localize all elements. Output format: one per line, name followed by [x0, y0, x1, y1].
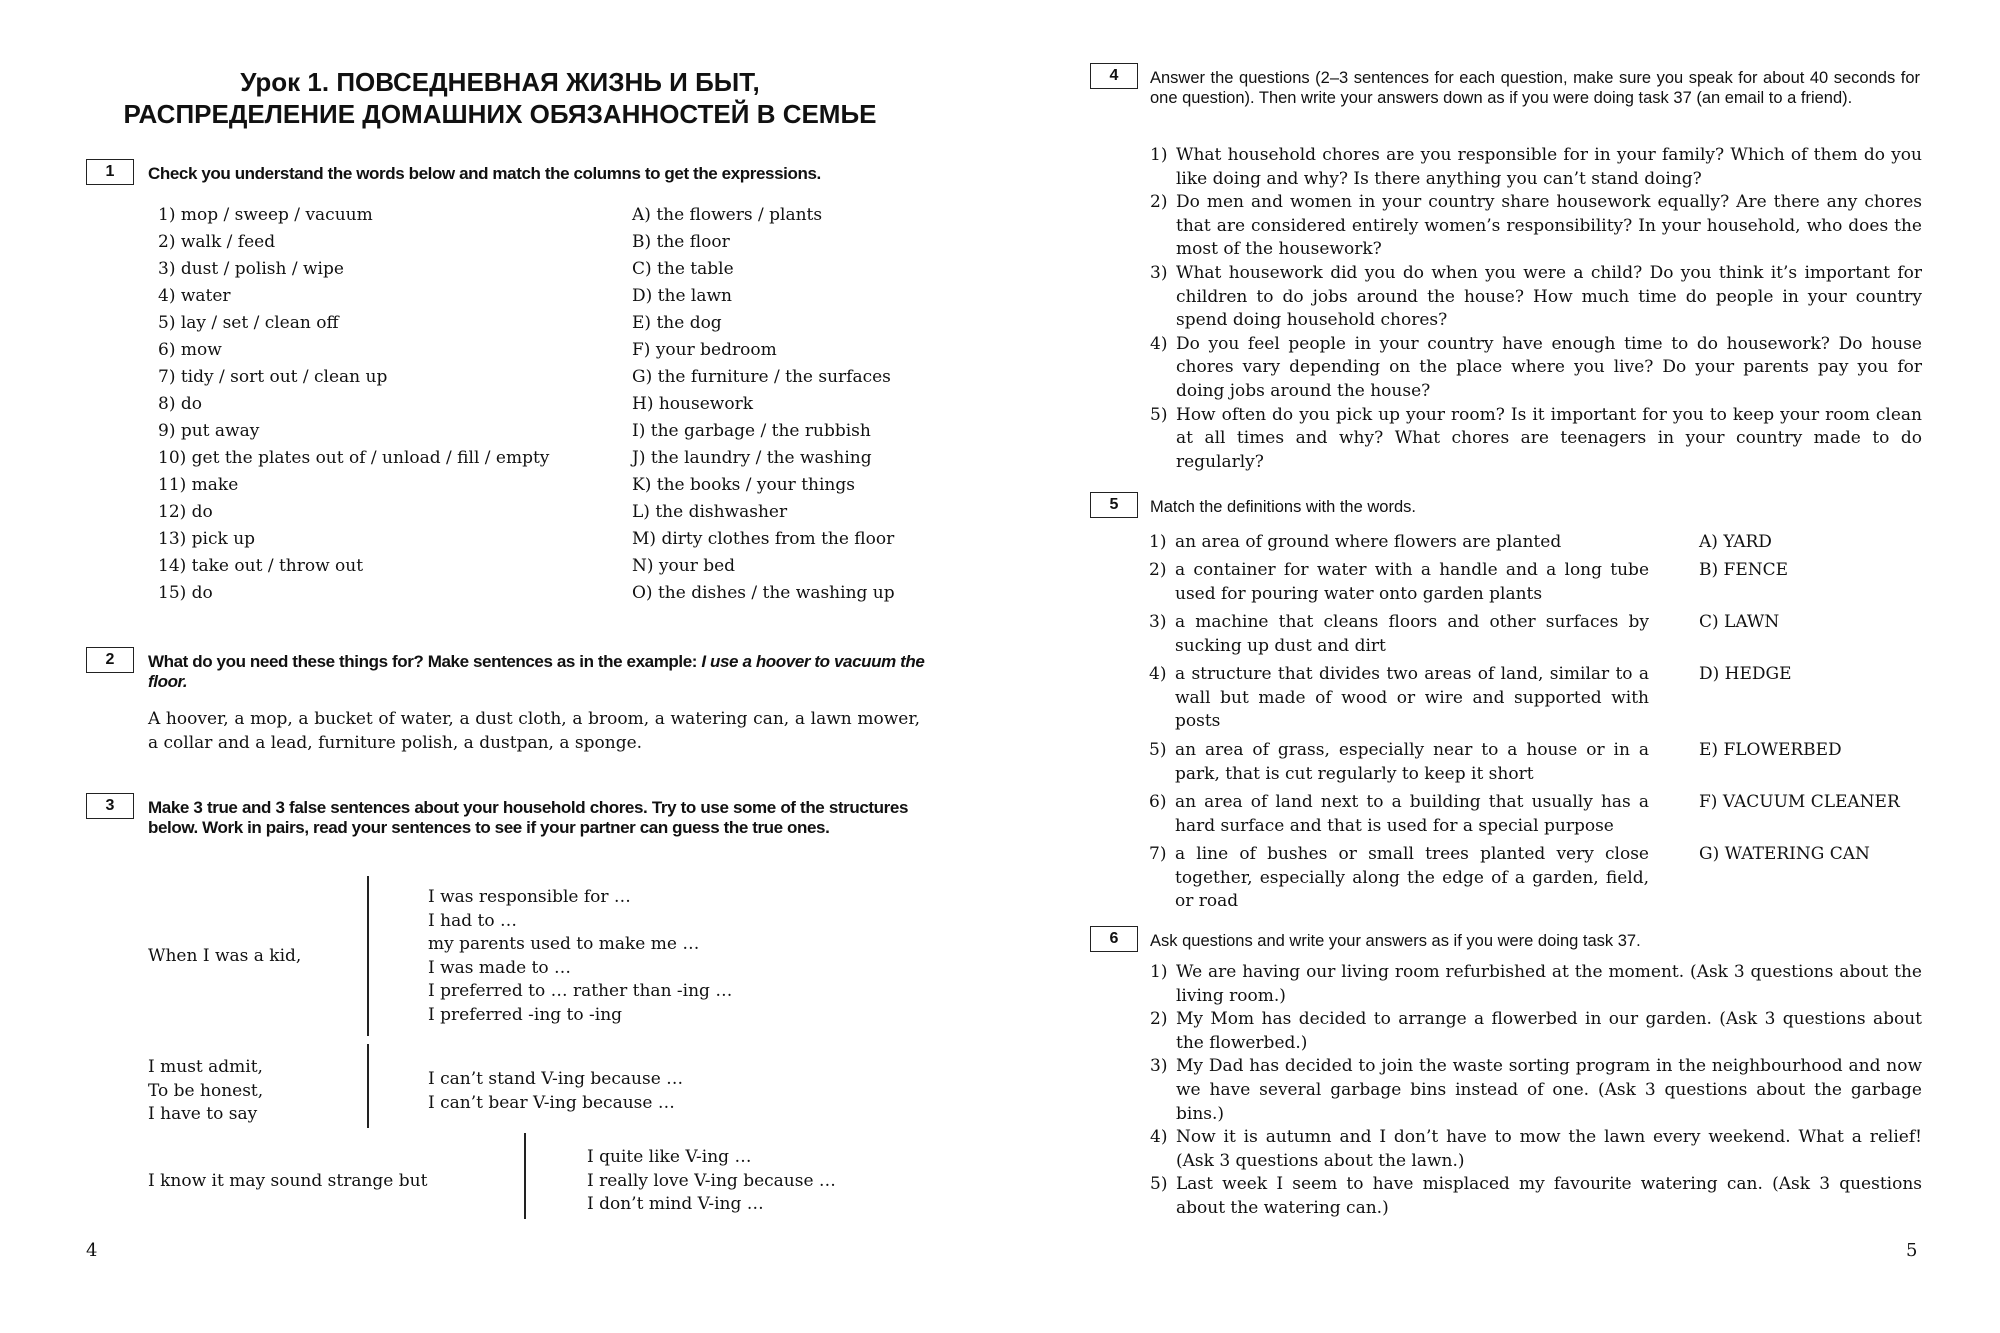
definition	[1149, 739, 1649, 786]
ex2-number-box: 2	[86, 647, 134, 673]
match-item-left: 11) make	[158, 475, 239, 495]
task-item	[1150, 1008, 1922, 1055]
match-item-left: 3) dust / polish / wipe	[158, 259, 344, 279]
item-text: How often do you pick up your room? Is it important for you to keep your room clean at all times and why? What chores are teenagers in your country made to do regularly?	[1176, 404, 1922, 472]
definition	[1149, 559, 1649, 606]
definition-text: an area of ground where flowers are planted	[1175, 532, 1562, 552]
item-text: Last week I seem to have misplaced my favourite watering can. (Ask 3 questions about the watering can.)	[1176, 1174, 1922, 1218]
word-option: C) LAWN	[1699, 612, 1780, 632]
definition	[1149, 531, 1649, 555]
item-text: Now it is autumn and I don’t have to mow the lawn every weekend. What a relief! (Ask 3 questions about the lawn.)	[1176, 1127, 1922, 1171]
match-item-right: E) the dog	[632, 313, 722, 333]
item-number: 5)	[1150, 1174, 1168, 1195]
definition-text: a line of bushes or small trees planted very close together, especially along the edge of a garden, field, or road	[1175, 844, 1649, 912]
definition-number: 1)	[1149, 532, 1167, 552]
definition-number: 4)	[1149, 664, 1167, 684]
word-option: D) HEDGE	[1699, 664, 1792, 684]
definition-number: 7)	[1149, 844, 1167, 864]
question-item	[1150, 191, 1922, 262]
ex3-group3-items	[587, 1146, 836, 1217]
word-option: B) FENCE	[1699, 560, 1789, 580]
match-item-right: G) the furniture / the surfaces	[632, 367, 891, 387]
ex2-items-text: A hoover, a mop, a bucket of water, a dust cloth, a broom, a watering can, a lawn mower, a collar and a lead, furniture polish, a dustpan, a sponge.	[148, 709, 920, 753]
item-text: My Mom has decided to arrange a flowerbed in our garden. (Ask 3 questions about the flowerbed.)	[1176, 1009, 1922, 1053]
structure-item: I preferred -ing to -ing	[428, 1004, 623, 1025]
definition-text: an area of land next to a building that usually has a hard surface and that is used for a special purpose	[1175, 792, 1649, 836]
match-item-left: 13) pick up	[158, 529, 256, 549]
ex4-questions	[1150, 144, 1922, 474]
ex2-instruction-text: What do you need these things for? Make sentences as in the example:	[148, 652, 702, 671]
item-number: 5)	[1150, 404, 1168, 425]
structure-lead: To be honest,	[148, 1080, 264, 1101]
definition-text: a machine that cleans floors and other surfaces by sucking up dust and dirt	[1175, 612, 1649, 656]
ex6-instruction: Ask questions and write your answers as if you were doing task 37.	[1150, 932, 1641, 950]
match-item-right: I) the garbage / the rubbish	[632, 421, 871, 441]
item-number: 3)	[1150, 262, 1168, 283]
item-number: 2)	[1150, 1009, 1168, 1030]
match-item-right: H) housework	[632, 394, 753, 414]
structure-lead: I must admit,	[148, 1057, 263, 1077]
match-item-right: N) your bed	[632, 556, 736, 576]
structure-item: I preferred to … rather than -ing …	[428, 981, 733, 1002]
ex2-example: I use a hoover to vacuum the floor.	[148, 652, 925, 691]
structure-item: I was responsible for …	[428, 887, 631, 907]
item-number: 3)	[1150, 1056, 1168, 1077]
match-item-left: 7) tidy / sort out / clean up	[158, 367, 388, 387]
match-item-right: B) the floor	[632, 232, 730, 252]
task-item	[1150, 1126, 1922, 1173]
match-item-left: 4) water	[158, 286, 231, 306]
ex3-group3-divider	[524, 1133, 526, 1219]
item-text: Do you feel people in your country have enough time to do housework? Do house chores vary depending on the place where you live? Do your parents pay you for doing jobs around the house?	[1176, 333, 1922, 401]
ex1-number-box: 1	[86, 159, 134, 185]
item-text: My Dad has decided to join the waste sorting program in the neighbourhood and now we have several garbage bins instead of one. (Ask 3 questions about the garbage bins.)	[1176, 1056, 1922, 1124]
definition	[1149, 611, 1649, 658]
item-text: What household chores are you responsible for in your family? Which of them do you like doing and why? Is there anything you can’t stand doing?	[1176, 145, 1922, 189]
ex3-group1-lead: When I was a kid,	[148, 946, 302, 966]
page-title-line2: РАСПРЕДЕЛЕНИЕ ДОМАШНИХ ОБЯЗАННОСТЕЙ В СЕМЬЕ	[123, 99, 877, 129]
match-item-right: K) the books / your things	[632, 475, 855, 495]
ex3-group3-lead: I know it may sound strange but	[148, 1171, 428, 1191]
word-option: E) FLOWERBED	[1699, 740, 1842, 760]
match-item-left: 14) take out / throw out	[158, 556, 364, 576]
match-item-right: C) the table	[632, 259, 734, 279]
ex1-instruction: Check you understand the words below and match the columns to get the expressions.	[148, 164, 821, 183]
match-item-right: M) dirty clothes from the floor	[632, 529, 895, 549]
definition-number: 3)	[1149, 612, 1167, 632]
definition-text: a container for water with a handle and a long tube used for pouring water onto garden plants	[1175, 560, 1649, 604]
ex2-instruction	[148, 652, 928, 692]
structure-item: my parents used to make me …	[428, 934, 700, 955]
match-item-left: 9) put away	[158, 421, 260, 441]
match-item-left: 5) lay / set / clean off	[158, 313, 339, 333]
ex1-right-column	[632, 202, 895, 607]
word-option: F) VACUUM CLEANER	[1699, 792, 1900, 812]
ex3-instruction: Make 3 true and 3 false sentences about your household chores. Try to use some of the structures below. Work in pairs, read your sentences to see if your partner can guess the true ones.	[148, 798, 908, 837]
match-item-left: 1) mop / sweep / vacuum	[158, 205, 373, 225]
match-item-right: A) the flowers / plants	[632, 205, 823, 225]
match-item-left: 15) do	[158, 583, 213, 603]
ex4-instruction: Answer the questions (2–3 sentences for each question, make sure you speak for about 40 seconds for one question). Then write your answers down as if you were doing task 37 (an email to a friend).	[1150, 69, 1920, 107]
definition-text: a structure that divides two areas of land, similar to a wall but made of wood or wire and supported with posts	[1175, 664, 1649, 732]
ex3-group2-items	[428, 1068, 683, 1115]
left-page-number: 4	[86, 1240, 98, 1261]
match-item-right: L) the dishwasher	[632, 502, 788, 522]
item-text: What housework did you do when you were a child? Do you think it’s important for children to do jobs around the house? How much time do people in your country spend doing household chores?	[1176, 262, 1922, 331]
ex4-number-box: 4	[1090, 63, 1138, 89]
ex6-number-box: 6	[1090, 926, 1138, 952]
item-text: We are having our living room refurbished at the moment. (Ask 3 questions about the living room.)	[1176, 962, 1922, 1006]
match-item-right: F) your bedroom	[632, 340, 777, 360]
ex3-group1-divider	[367, 876, 369, 1036]
item-number: 4)	[1150, 1127, 1168, 1148]
definition-number: 6)	[1149, 792, 1167, 812]
ex3-number-box: 3	[86, 793, 134, 819]
ex6-items	[1150, 961, 1922, 1221]
match-item-left: 12) do	[158, 502, 213, 522]
ex5-number-box: 5	[1090, 492, 1138, 518]
definition-number: 5)	[1149, 740, 1167, 760]
ex5-instruction: Match the definitions with the words.	[1150, 498, 1416, 516]
item-number: 2)	[1150, 192, 1168, 213]
match-item-right: O) the dishes / the washing up	[632, 583, 895, 603]
structure-item: I quite like V-ing …	[587, 1147, 752, 1167]
definition	[1149, 843, 1649, 914]
question-item	[1150, 262, 1922, 333]
structure-item: I was made to …	[428, 957, 572, 978]
structure-item: I don’t mind V-ing …	[587, 1194, 764, 1215]
item-text: Do men and women in your country share housework equally? Are there any chores that are considered entirely women’s responsibility? In your household, who does the most of the housework?	[1176, 192, 1922, 260]
structure-item: I can’t stand V-ing because …	[428, 1069, 684, 1089]
match-item-left: 6) mow	[158, 340, 222, 360]
structure-lead: I have to say	[148, 1104, 258, 1125]
match-item-left: 8) do	[158, 394, 202, 414]
ex3-group1-items	[428, 886, 732, 1028]
item-number: 1)	[1150, 145, 1168, 165]
question-item	[1150, 333, 1922, 404]
word-option: G) WATERING CAN	[1699, 844, 1870, 864]
match-item-right: D) the lawn	[632, 286, 732, 306]
item-number: 1)	[1150, 962, 1168, 982]
question-item	[1150, 404, 1922, 475]
item-number: 4)	[1150, 333, 1168, 354]
task-item	[1150, 961, 1922, 1008]
task-item	[1150, 1173, 1922, 1220]
match-item-left: 10) get the plates out of / unload / fill / empty	[158, 448, 550, 468]
structure-item: I had to …	[428, 910, 517, 931]
ex3-group2-lead	[148, 1056, 263, 1127]
definition-text: an area of grass, especially near to a house or in a park, that is cut regularly to keep it short	[1175, 740, 1649, 784]
structure-item: I can’t bear V-ing because …	[428, 1092, 675, 1113]
definition	[1149, 663, 1649, 734]
definition	[1149, 791, 1649, 838]
task-item	[1150, 1055, 1922, 1126]
ex1-left-column	[158, 202, 549, 607]
match-item-left: 2) walk / feed	[158, 232, 276, 252]
page-title-line1: Урок 1. ПОВСЕДНЕВНАЯ ЖИЗНЬ И БЫТ,	[240, 67, 760, 97]
match-item-right: J) the laundry / the washing	[632, 448, 872, 468]
definition-number: 2)	[1149, 560, 1167, 580]
ex3-group2-divider	[367, 1044, 369, 1128]
word-option: A) YARD	[1699, 532, 1772, 552]
question-item	[1150, 144, 1922, 191]
structure-item: I really love V-ing because …	[587, 1170, 836, 1191]
right-page-number: 5	[1906, 1240, 1918, 1261]
